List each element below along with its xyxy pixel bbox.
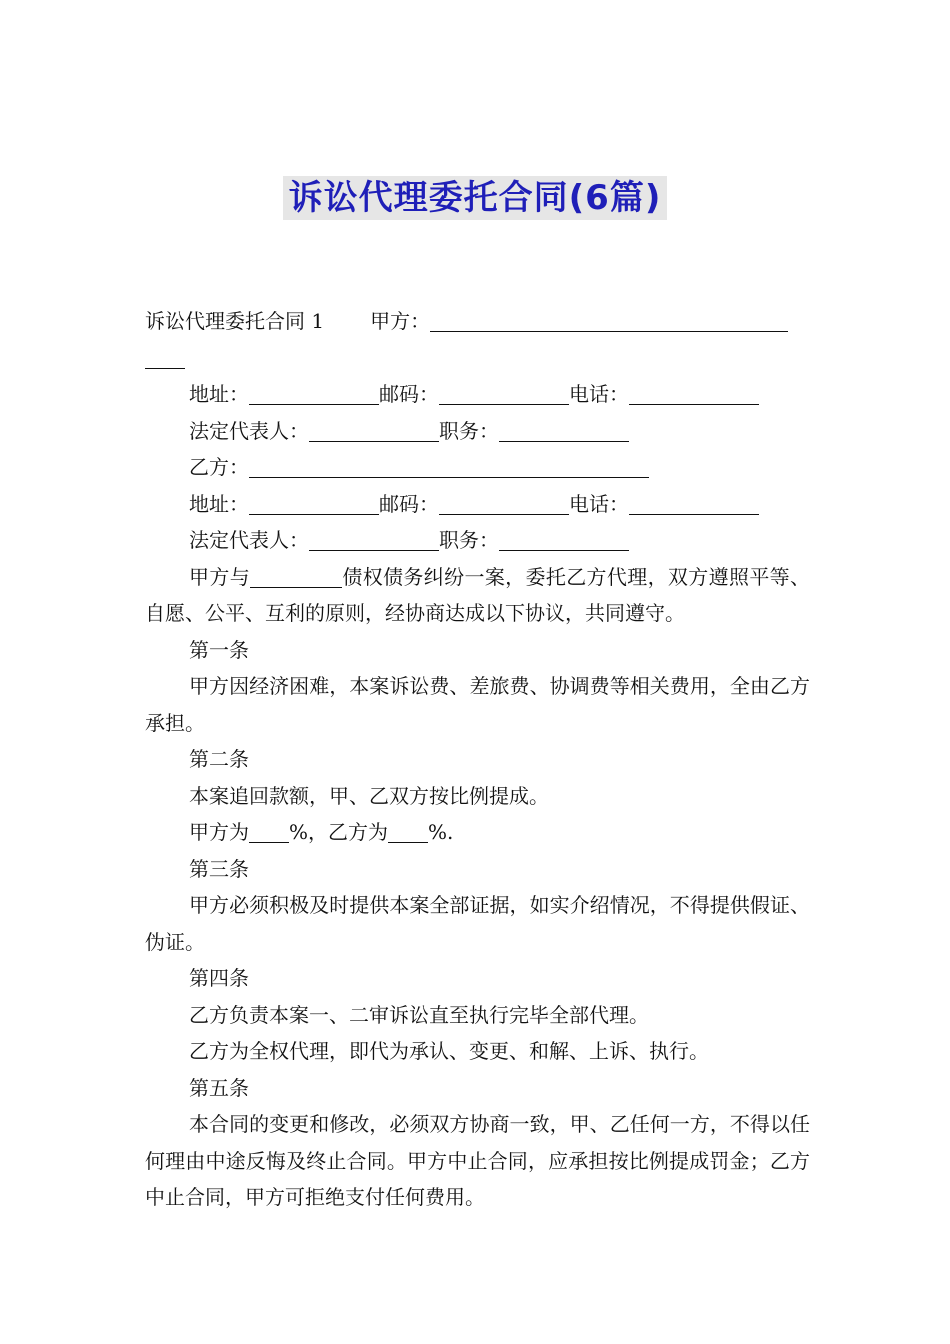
position-blank [499,419,629,442]
document-body [145,303,810,1216]
ratio-prefix: 甲方为 [189,820,249,844]
legal-rep-label: 法定代表人： [189,418,309,443]
contract-heading: 诉讼代理委托合同 1 [145,309,325,333]
article-4-title: 第四条 [189,966,249,990]
postcode-blank [439,382,569,405]
party-b-rep-line [145,522,810,559]
article-1-text: 甲方因经济困难，本案诉讼费、差旅费、协调费等相关费用，全由乙方承担。 [145,674,810,735]
party-b-contact-line [145,486,810,523]
article-5-text: 本合同的变更和修改，必须双方协商一致，甲、乙任何一方，不得以任何理由中途反悔及终止合同。甲方中止合同，应承担按比例提成罚金；乙方中止合同，甲方可拒绝支付任何费用。 [145,1112,810,1209]
intro-paragraph [145,559,810,632]
title-container [0,176,950,220]
party-a-rep-line [145,413,810,450]
intro-suffix: 债权债务纠纷一案，委托乙方代理，双方遵照平等、自愿、公平、互利的原则，经协商达成以下协议，共同遵守。 [145,564,811,625]
postcode-label: 邮码： [379,382,439,406]
postcode-blank [439,492,569,515]
party-a-blank-continuation [145,340,810,377]
party-a-blank [430,309,788,332]
ratio-line [145,814,810,851]
article-3-text: 甲方必须积极及时提供本案全部证据，如实介绍情况，不得提供假证、伪证。 [145,893,810,954]
article-3-title: 第三条 [189,856,249,881]
phone-label: 电话： [569,382,629,406]
position-label: 职务： [439,528,499,552]
article-4-text-2: 乙方为全权代理，即代为承认、变更、和解、上诉、执行。 [189,1039,709,1063]
address-label: 地址： [189,382,249,406]
article-2-title: 第二条 [189,747,249,771]
party-a-ratio-blank [249,820,289,843]
position-label: 职务： [439,418,499,443]
legal-rep-blank [309,528,439,551]
ratio-suffix: %. [428,820,454,844]
party-b-label: 乙方： [189,455,249,479]
ratio-middle: %，乙方为 [289,820,389,844]
party-a-label: 甲方： [370,309,431,333]
postcode-label: 邮码： [379,491,439,516]
article-1-title: 第一条 [189,637,249,662]
party-b-ratio-blank [388,820,428,843]
party-b-blank [249,455,649,478]
article-5-title: 第五条 [189,1075,249,1100]
legal-rep-blank [309,419,439,442]
party-a-contact-line [145,376,810,413]
case-name-blank [250,565,342,588]
address-label: 地址： [189,491,249,516]
phone-label: 电话： [569,491,629,516]
document-title: 诉讼代理委托合同(6篇) [283,176,668,220]
intro-prefix: 甲方与 [189,564,251,589]
heading-line [145,303,810,340]
address-blank [249,492,379,515]
legal-rep-label: 法定代表人： [189,528,309,552]
phone-blank [629,382,759,405]
party-a-blank-tail [145,346,185,369]
party-b-line [145,449,810,486]
article-2-text: 本案追回款额，甲、乙双方按比例提成。 [189,783,549,808]
address-blank [249,382,379,405]
article-4-text-1: 乙方负责本案一、二审诉讼直至执行完毕全部代理。 [189,1002,649,1027]
phone-blank [629,492,759,515]
position-blank [499,528,629,551]
